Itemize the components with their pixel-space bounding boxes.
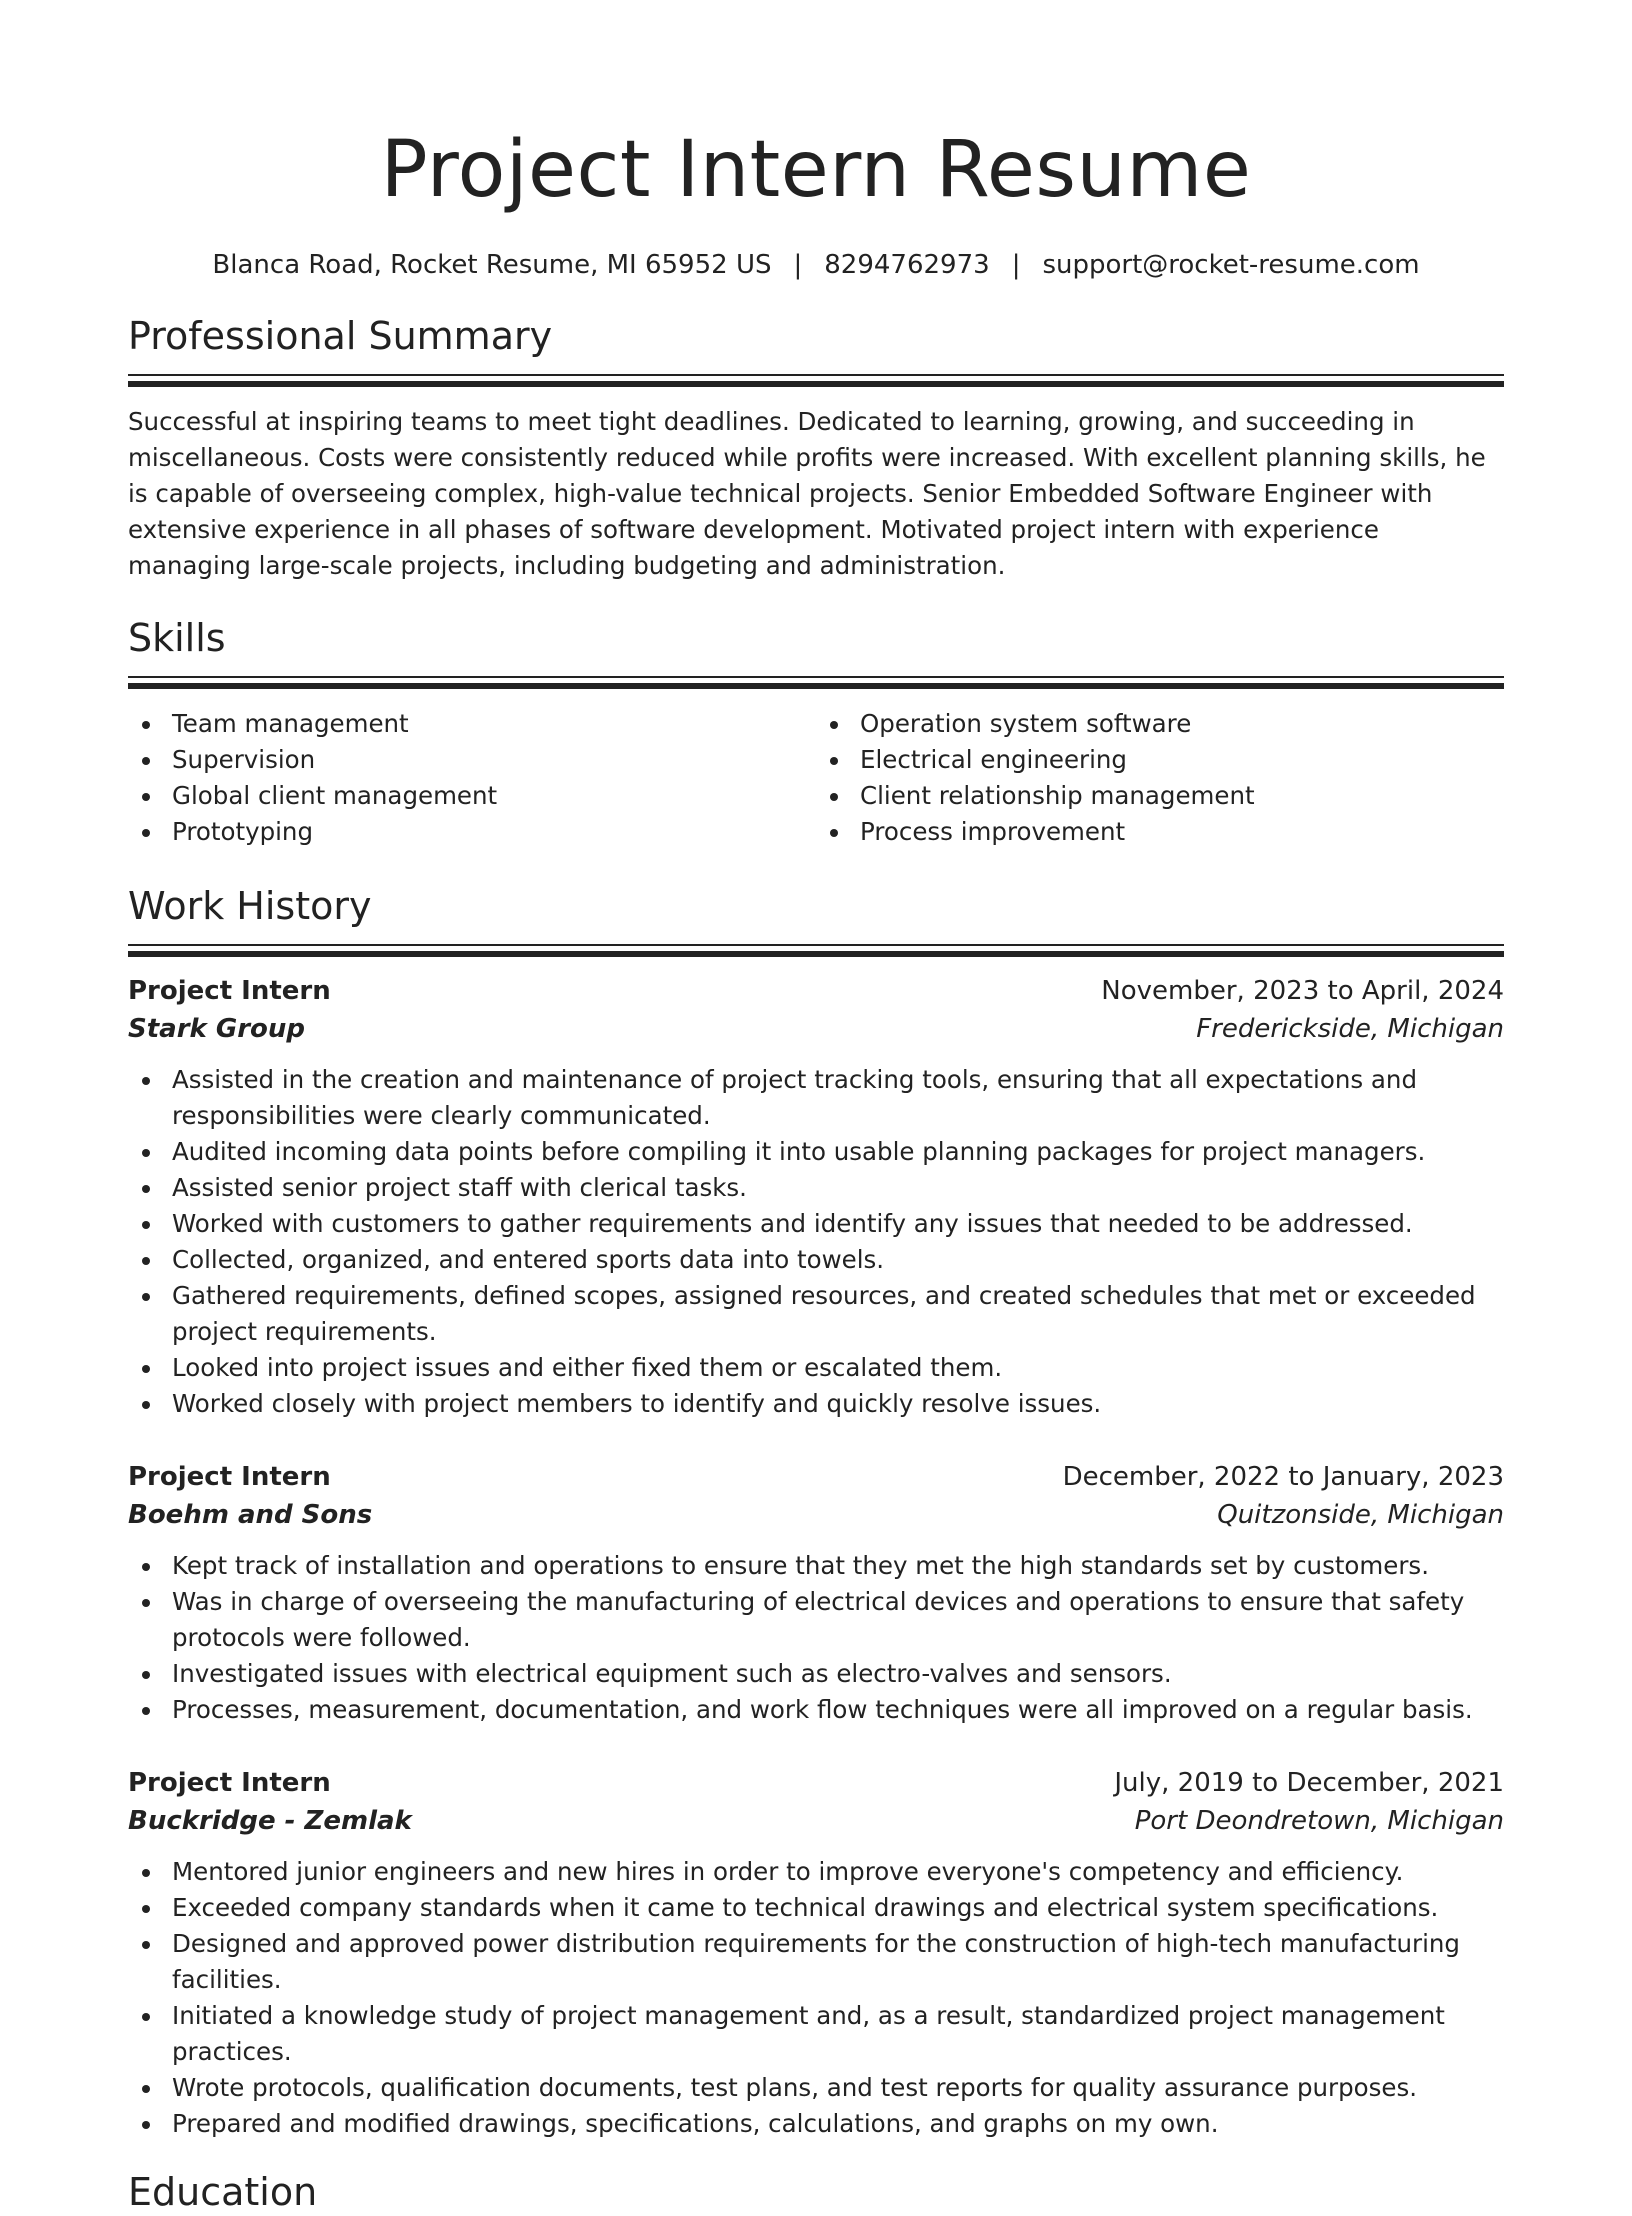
job-entry <box>128 972 1504 1422</box>
page-title: Project Intern Resume <box>380 125 1252 215</box>
contact-phone: 8294762973 <box>824 250 990 280</box>
section-heading-summary: Professional Summary <box>128 314 553 358</box>
job-bullet: Audited incoming data points before compiling it into usable planning packages for project managers. <box>128 1134 1504 1170</box>
job-bullet: Exceeded company standards when it came to technical drawings and electrical system specifications. <box>128 1890 1504 1926</box>
section-divider <box>128 676 1504 690</box>
job-subheader <box>128 1010 1504 1048</box>
skill-item: Global client management <box>128 778 816 814</box>
contact-separator: | <box>1011 250 1021 280</box>
section-heading-work-history: Work History <box>128 884 372 928</box>
skill-item: Supervision <box>128 742 816 778</box>
job-bullet: Assisted senior project staff with clerical tasks. <box>128 1170 1504 1206</box>
job-header <box>128 1764 1504 1802</box>
skill-item: Process improvement <box>816 814 1504 850</box>
job-entry <box>128 1764 1504 2142</box>
job-location: Port Deondretown, Michigan <box>1134 1806 1504 1836</box>
job-bullets <box>128 1062 1504 1422</box>
job-bullet: Mentored junior engineers and new hires in order to improve everyone's competency and efficiency. <box>128 1854 1504 1890</box>
job-bullets <box>128 1548 1504 1728</box>
job-entry <box>128 1458 1504 1728</box>
job-bullet: Collected, organized, and entered sports data into towels. <box>128 1242 1504 1278</box>
skill-item: Operation system software <box>816 706 1504 742</box>
job-bullet: Worked with customers to gather requirements and identify any issues that needed to be addressed. <box>128 1206 1504 1242</box>
job-location: Quitzonside, Michigan <box>1217 1500 1504 1530</box>
section-heading-skills: Skills <box>128 616 226 660</box>
skills-grid <box>128 706 1504 850</box>
job-company: Buckridge - Zemlak <box>128 1806 412 1836</box>
job-title: Project Intern <box>128 976 331 1006</box>
job-dates: November, 2023 to April, 2024 <box>1101 976 1504 1006</box>
section-heading-education: Education <box>128 2170 318 2214</box>
job-bullet: Worked closely with project members to identify and quickly resolve issues. <box>128 1386 1504 1422</box>
job-subheader <box>128 1802 1504 1840</box>
section-divider <box>128 944 1504 958</box>
contact-address: Blanca Road, Rocket Resume, MI 65952 US <box>212 250 772 280</box>
job-bullet: Assisted in the creation and maintenance of project tracking tools, ensuring that all expectations and responsibilities were clearly communicated. <box>128 1062 1504 1134</box>
job-bullet: Gathered requirements, defined scopes, assigned resources, and created schedules that met or exceeded project requirements. <box>128 1278 1504 1350</box>
skills-list-right <box>816 706 1504 850</box>
job-bullets <box>128 1854 1504 2142</box>
job-bullet: Wrote protocols, qualification documents, test plans, and test reports for quality assurance purposes. <box>128 2070 1504 2106</box>
job-bullet: Investigated issues with electrical equipment such as electro-valves and sensors. <box>128 1656 1504 1692</box>
job-company: Boehm and Sons <box>128 1500 373 1530</box>
job-company: Stark Group <box>128 1014 306 1044</box>
skills-list-left <box>128 706 816 850</box>
skill-item: Electrical engineering <box>816 742 1504 778</box>
job-subheader <box>128 1496 1504 1534</box>
job-header <box>128 1458 1504 1496</box>
job-bullet: Kept track of installation and operations to ensure that they met the high standards set by customers. <box>128 1548 1504 1584</box>
job-title: Project Intern <box>128 1462 331 1492</box>
summary-text: Successful at inspiring teams to meet tight deadlines. Dedicated to learning, growing, and succeeding in miscellaneous. Costs were consistently reduced while profits were increased. With excellent planning skills, he is capable of overseeing complex, high-value technical projects. Senior Embedded Software Engineer with extensive experience in all phases of software development. Motivated project intern with experience managing large-scale projects, including budgeting and administration. <box>128 407 1486 580</box>
contact-email: support@rocket-resume.com <box>1042 250 1420 280</box>
job-title: Project Intern <box>128 1768 331 1798</box>
skill-item: Team management <box>128 706 816 742</box>
job-bullet: Designed and approved power distribution requirements for the construction of high-tech manufacturing facilities. <box>128 1926 1504 1998</box>
job-bullet: Processes, measurement, documentation, and work flow techniques were all improved on a regular basis. <box>128 1692 1504 1728</box>
job-bullet: Looked into project issues and either fixed them or escalated them. <box>128 1350 1504 1386</box>
contact-line <box>128 248 1504 282</box>
job-bullet: Prepared and modified drawings, specifications, calculations, and graphs on my own. <box>128 2106 1504 2142</box>
job-bullet: Was in charge of overseeing the manufacturing of electrical devices and operations to ensure that safety protocols were followed. <box>128 1584 1504 1656</box>
job-dates: December, 2022 to January, 2023 <box>1062 1462 1504 1492</box>
job-dates: July, 2019 to December, 2021 <box>1114 1768 1504 1798</box>
skill-item: Prototyping <box>128 814 816 850</box>
contact-separator: | <box>793 250 803 280</box>
job-bullet: Initiated a knowledge study of project management and, as a result, standardized project management practices. <box>128 1998 1504 2070</box>
job-location: Frederickside, Michigan <box>1196 1014 1504 1044</box>
skill-item: Client relationship management <box>816 778 1504 814</box>
section-divider <box>128 374 1504 388</box>
job-header <box>128 972 1504 1010</box>
